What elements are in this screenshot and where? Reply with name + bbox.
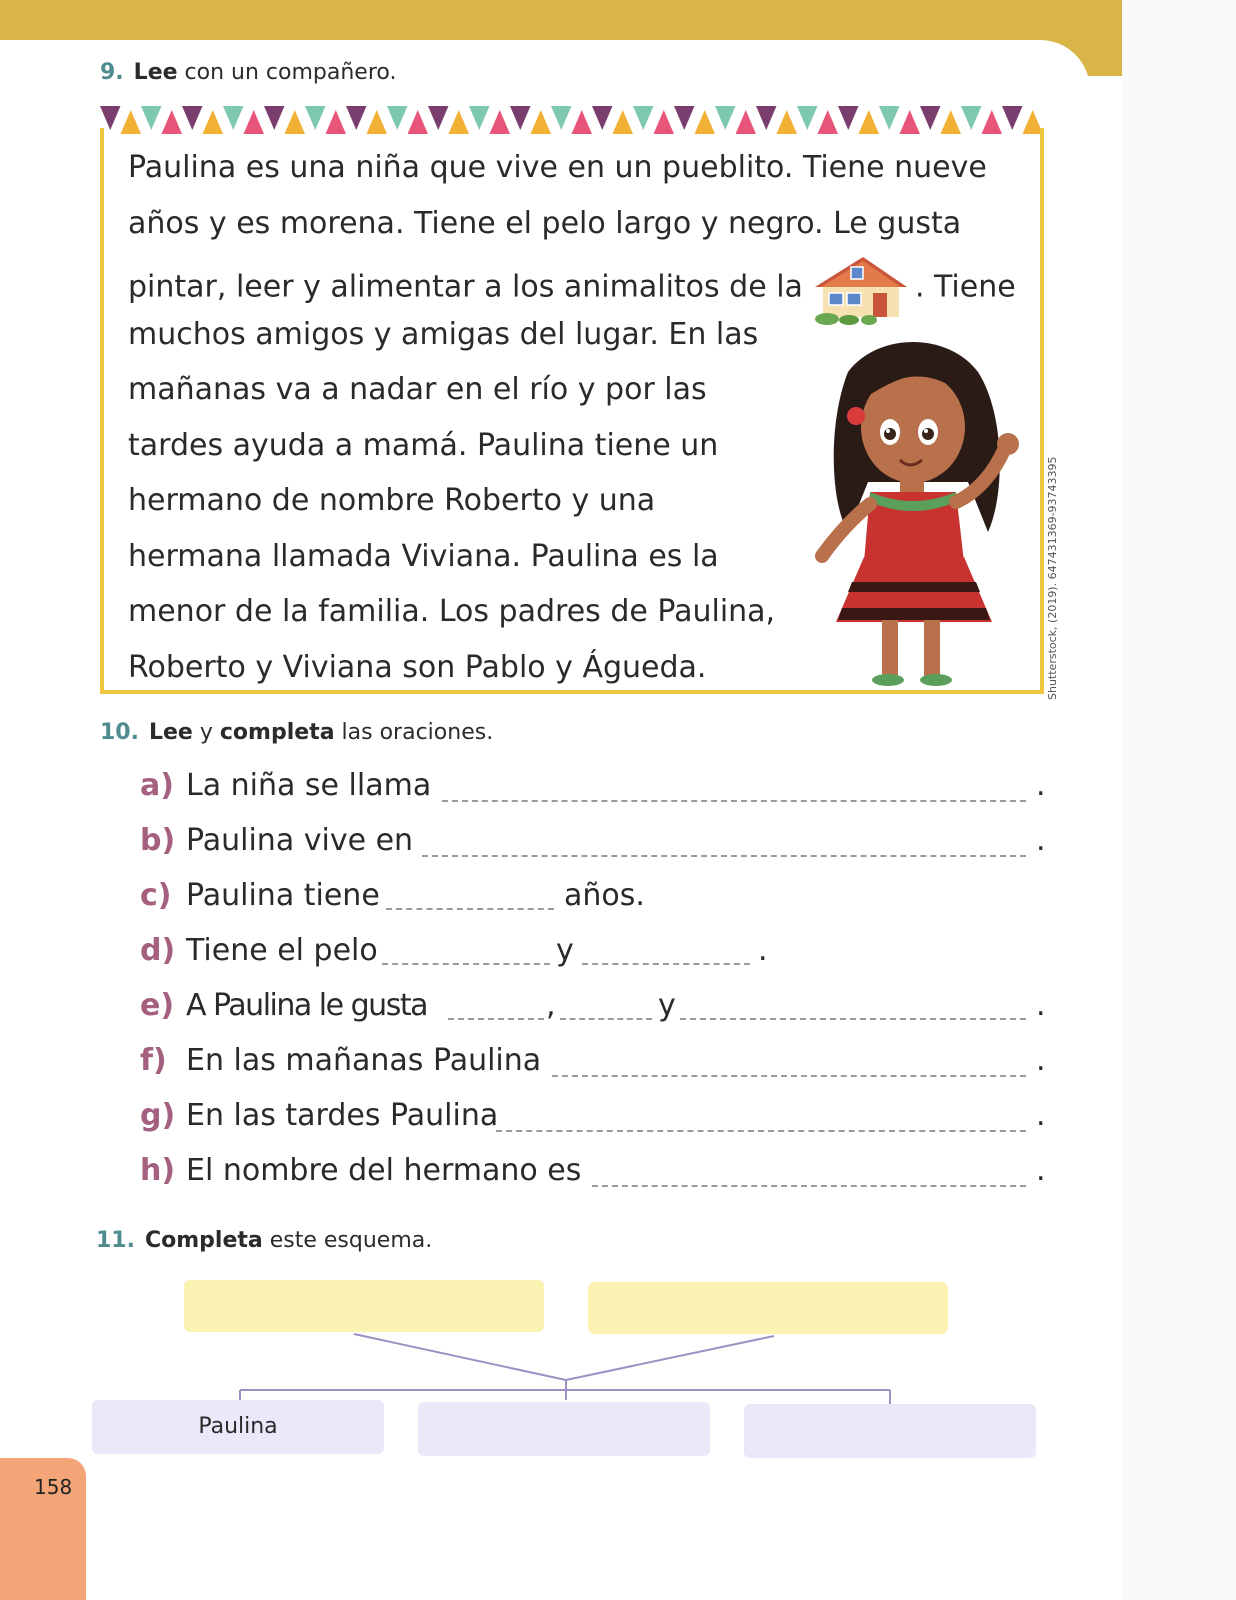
exercise-and: y bbox=[556, 933, 574, 968]
scheme-child-label: Paulina bbox=[198, 1414, 278, 1439]
q9-number: 9. bbox=[100, 60, 124, 85]
story-line-5: mañanas va a nadar en el río y por las bbox=[128, 372, 707, 407]
story-line-3-text: pintar, leer y alimentar a los animalitos de la bbox=[128, 269, 803, 305]
triangle-shape bbox=[592, 106, 613, 130]
exercise-prompt: El nombre del hermano es bbox=[186, 1153, 582, 1188]
story-line-8: hermana llamada Viviana. Paulina es la bbox=[128, 538, 719, 574]
scheme-child-box-3[interactable] bbox=[744, 1404, 1036, 1458]
exercise-prompt: La niña se llama bbox=[186, 768, 432, 803]
exercise-f bbox=[140, 1043, 1060, 1087]
answer-blank[interactable] bbox=[582, 963, 750, 965]
q11-verb: Completa bbox=[144, 1228, 263, 1253]
exercise-end: años. bbox=[564, 878, 645, 913]
triangle-shape bbox=[838, 106, 859, 130]
exercise-c bbox=[140, 878, 1060, 922]
q9-heading bbox=[100, 60, 396, 85]
exercise-end: . bbox=[1036, 988, 1046, 1023]
exercise-e bbox=[140, 988, 1060, 1032]
answer-blank[interactable] bbox=[560, 1018, 652, 1020]
triangle-shape bbox=[428, 106, 449, 130]
q9-verb: Lee bbox=[133, 60, 178, 85]
q11-number: 11. bbox=[96, 1228, 135, 1253]
triangle-shape bbox=[715, 106, 736, 130]
story-line-3 bbox=[128, 251, 1028, 307]
house-icon bbox=[807, 251, 911, 325]
scheme-parent-box-1[interactable] bbox=[184, 1280, 544, 1332]
answer-blank[interactable] bbox=[552, 1075, 1026, 1077]
triangle-shape bbox=[551, 106, 572, 130]
triangle-shape bbox=[469, 106, 490, 130]
q10-and: y bbox=[199, 720, 213, 745]
triangle-shape bbox=[223, 106, 244, 130]
story-line-1: Paulina es una niña que vive en un pueblito. Tiene nueve bbox=[128, 150, 987, 185]
triangle-shape bbox=[879, 106, 900, 130]
q10-number: 10. bbox=[100, 720, 139, 745]
answer-blank[interactable] bbox=[496, 1130, 1026, 1132]
exercise-b bbox=[140, 823, 1060, 867]
exercise-letter: f) bbox=[140, 1043, 167, 1078]
answer-blank[interactable] bbox=[386, 908, 554, 910]
story-line-7: hermano de nombre Roberto y una bbox=[128, 483, 656, 518]
triangle-shape bbox=[674, 106, 695, 130]
story-line-4: muchos amigos y amigas del lugar. En las bbox=[128, 316, 759, 352]
triangle-shape bbox=[264, 106, 285, 130]
exercise-end: . bbox=[1036, 1043, 1046, 1078]
answer-blank[interactable] bbox=[680, 1018, 1026, 1020]
triangle-shape bbox=[1002, 106, 1023, 130]
answer-blank[interactable] bbox=[592, 1185, 1026, 1187]
exercise-end: . bbox=[1036, 1098, 1046, 1133]
story-line-3-end: . Tiene bbox=[914, 269, 1016, 305]
q9-instruction: con un compañero. bbox=[184, 60, 397, 85]
answer-blank[interactable] bbox=[442, 800, 1026, 802]
answer-blank[interactable] bbox=[448, 1018, 544, 1020]
triangle-shape bbox=[920, 106, 941, 130]
exercise-prompt: Paulina vive en bbox=[186, 823, 414, 858]
scheme-child-box-1[interactable] bbox=[92, 1400, 384, 1454]
scheme-child-box-2[interactable] bbox=[418, 1402, 710, 1456]
triangle-shape bbox=[346, 106, 367, 130]
exercise-letter: d) bbox=[140, 933, 176, 968]
answer-blank[interactable] bbox=[422, 855, 1026, 857]
exercise-prompt: A Paulina le gusta bbox=[186, 988, 427, 1023]
exercise-letter: c) bbox=[140, 878, 172, 913]
answer-blank[interactable] bbox=[382, 963, 550, 965]
exercise-h bbox=[140, 1153, 1060, 1197]
exercise-prompt: En las tardes Paulina bbox=[186, 1098, 499, 1133]
story-line-6: tardes ayuda a mamá. Paulina tiene un bbox=[128, 427, 719, 463]
exercise-comma: , bbox=[546, 988, 556, 1023]
q10-instruction: las oraciones. bbox=[341, 720, 494, 745]
q10-verb1: Lee bbox=[148, 720, 193, 745]
exercise-g bbox=[140, 1098, 1060, 1142]
page-number: 158 bbox=[34, 1475, 73, 1499]
triangle-shape bbox=[182, 106, 203, 130]
triangle-shape bbox=[100, 106, 121, 130]
exercise-letter: g) bbox=[140, 1098, 176, 1133]
triangle-shape bbox=[141, 106, 162, 130]
top-banner bbox=[0, 0, 1122, 40]
triangle-shape bbox=[633, 106, 654, 130]
story-line-10: Roberto y Viviana son Pablo y Águeda. bbox=[128, 649, 707, 685]
q10-heading bbox=[100, 720, 493, 745]
exercise-d bbox=[140, 933, 1060, 977]
exercise-end: . bbox=[1036, 768, 1046, 803]
triangle-shape bbox=[305, 106, 326, 130]
exercise-letter: b) bbox=[140, 823, 176, 858]
exercise-letter: a) bbox=[140, 768, 174, 803]
q10-verb2: completa bbox=[219, 720, 335, 745]
scheme-parent-box-2[interactable] bbox=[588, 1282, 948, 1334]
story-line-2: años y es morena. Tiene el pelo largo y negro. Le gusta bbox=[128, 205, 962, 241]
exercise-prompt: Paulina tiene bbox=[186, 878, 380, 913]
exercise-prompt: Tiene el pelo bbox=[186, 933, 378, 968]
photo-credit: Shutterstock, (2019). 647431369-93743395 bbox=[1046, 456, 1059, 700]
triangle-shape bbox=[756, 106, 777, 130]
story-line-9: menor de la familia. Los padres de Paulina, bbox=[128, 594, 776, 629]
girl-illustration bbox=[808, 332, 1040, 690]
exercise-end: . bbox=[758, 933, 768, 968]
page-margin bbox=[1122, 0, 1236, 1600]
exercise-end: . bbox=[1036, 1153, 1046, 1188]
triangle-shape bbox=[387, 106, 408, 130]
q11-instruction: este esquema. bbox=[269, 1228, 433, 1253]
exercise-prompt: En las mañanas Paulina bbox=[186, 1043, 542, 1078]
exercise-letter: e) bbox=[140, 988, 175, 1023]
exercise-and: y bbox=[658, 988, 676, 1023]
triangle-shape bbox=[961, 106, 982, 130]
exercise-letter: h) bbox=[140, 1153, 176, 1188]
exercise-a bbox=[140, 768, 1060, 812]
triangle-shape bbox=[797, 106, 818, 130]
q11-heading bbox=[96, 1228, 432, 1253]
triangle-shape bbox=[510, 106, 531, 130]
exercise-end: . bbox=[1036, 823, 1046, 858]
